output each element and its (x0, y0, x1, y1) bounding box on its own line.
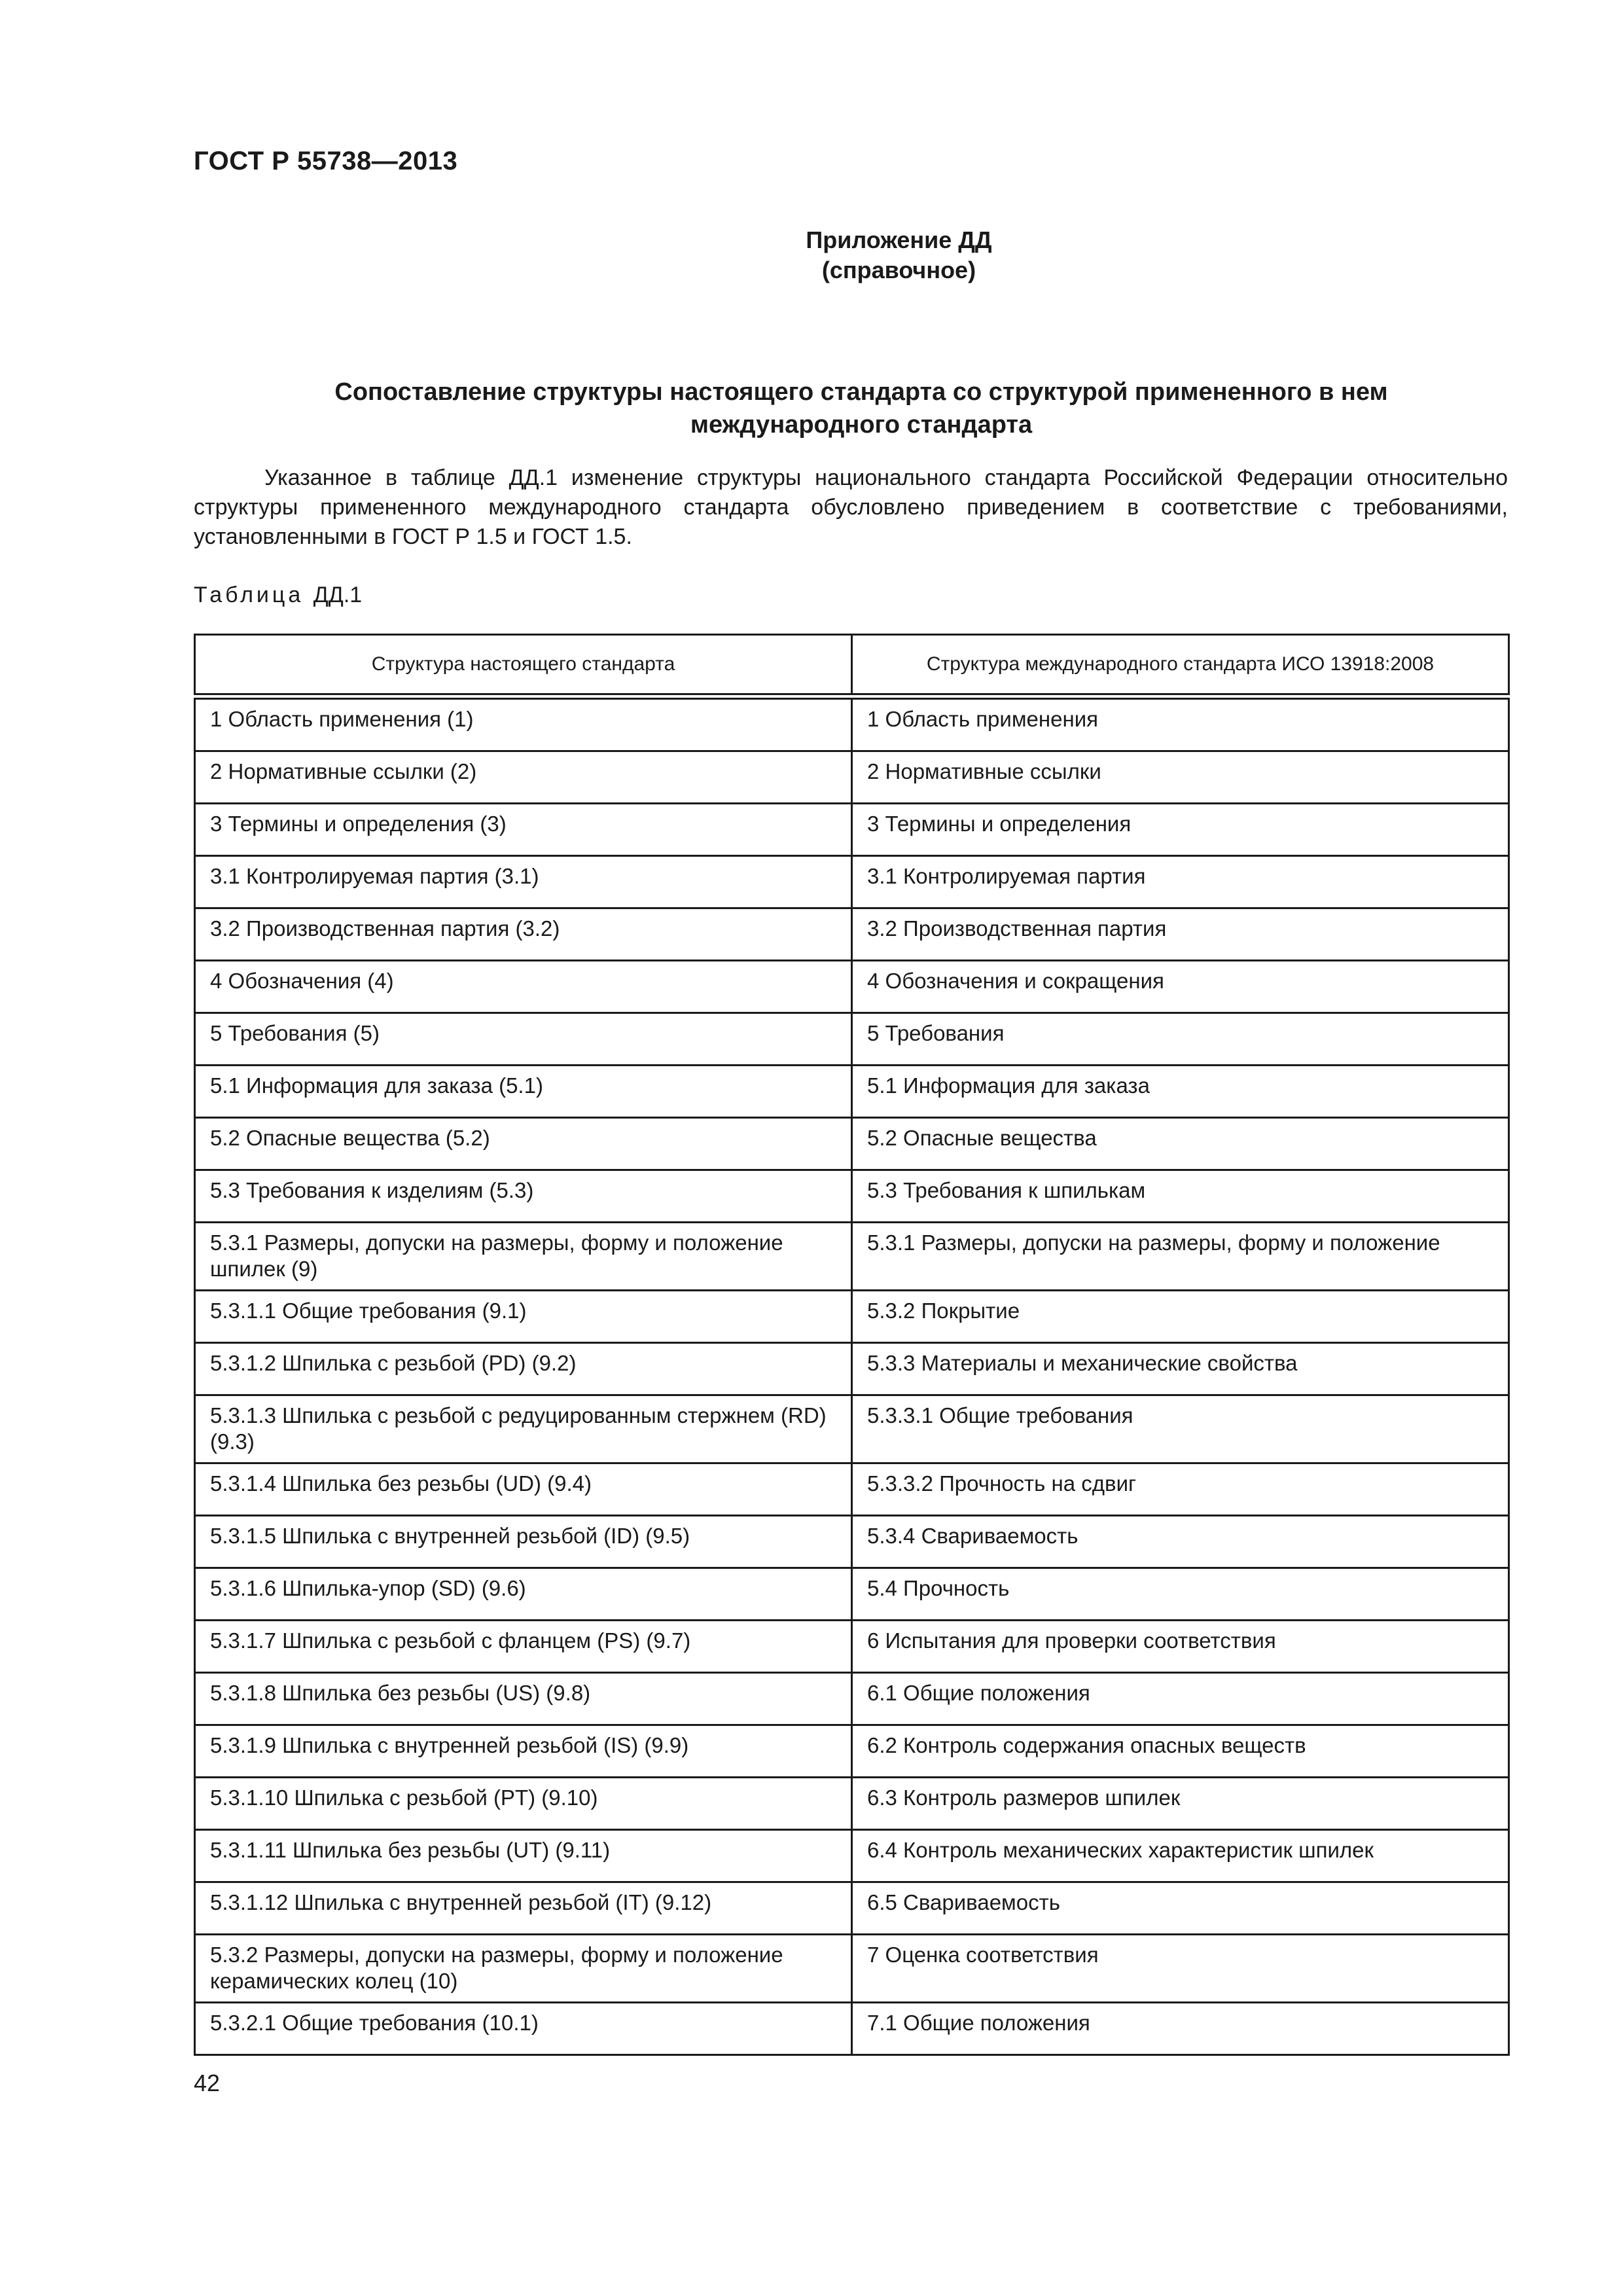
table-caption (194, 583, 362, 608)
cell-international-section: 2 Нормативные ссылки (852, 751, 1509, 804)
cell-national-section: 5.1 Информация для заказа (5.1) (195, 1066, 852, 1118)
cell-national-section: 5.3.1.8 Шпилька без резьбы (US) (9.8) (195, 1673, 852, 1725)
table-row (195, 1013, 1509, 1066)
cell-international-section: 5.3.3 Материалы и механические свойства (852, 1343, 1509, 1395)
table-row (195, 1223, 1509, 1291)
table-row (195, 2003, 1509, 2055)
cell-international-section: 5.3.1 Размеры, допуски на размеры, форму и положение (852, 1223, 1509, 1291)
cell-national-section: 3.2 Производственная партия (3.2) (195, 908, 852, 961)
cell-international-section: 5.1 Информация для заказа (852, 1066, 1509, 1118)
document-id: ГОСТ Р 55738—2013 (194, 147, 458, 175)
table-body (195, 696, 1509, 2055)
cell-international-section: 5.3.3.2 Прочность на сдвиг (852, 1463, 1509, 1516)
cell-international-section: 5.2 Опасные вещества (852, 1118, 1509, 1170)
appendix-title: Приложение ДД (806, 226, 992, 253)
cell-international-section: 5.3.3.1 Общие требования (852, 1395, 1509, 1463)
cell-national-section: 5.3.1.5 Шпилька с внутренней резьбой (ID) (9.5) (195, 1516, 852, 1568)
cell-national-section: 5.3 Требования к изделиям (5.3) (195, 1170, 852, 1223)
appendix-subtitle: (справочное) (821, 257, 976, 283)
cell-international-section: 1 Область применения (852, 696, 1509, 751)
table-row (195, 751, 1509, 804)
table-row (195, 696, 1509, 751)
cell-international-section: 6.1 Общие положения (852, 1673, 1509, 1725)
table-caption-label: Таблица (194, 583, 304, 607)
cell-international-section: 3.2 Производственная партия (852, 908, 1509, 961)
table-row (195, 1291, 1509, 1343)
table-row (195, 1170, 1509, 1223)
cell-national-section: 5.3.1.9 Шпилька с внутренней резьбой (IS) (9.9) (195, 1725, 852, 1778)
structure-comparison-table (194, 634, 1510, 2056)
cell-national-section: 5.3.1.1 Общие требования (9.1) (195, 1291, 852, 1343)
cell-national-section: 3.1 Контролируемая партия (3.1) (195, 856, 852, 908)
intro-paragraph: Указанное в таблице ДД.1 изменение структуры национального стандарта Российской Федерации относительно структуры примененного международного стандарта обусловлено приведением в соответствие с требованиями, установленными в ГОСТ Р 1.5 и ГОСТ 1.5. (194, 465, 1508, 549)
cell-national-section: 5.3.1.6 Шпилька-упор (SD) (9.6) (195, 1568, 852, 1621)
cell-international-section: 6.5 Свариваемость (852, 1882, 1509, 1935)
table-row (195, 1516, 1509, 1568)
cell-international-section: 5.3 Требования к шпилькам (852, 1170, 1509, 1223)
cell-international-section: 3.1 Контролируемая партия (852, 856, 1509, 908)
cell-national-section: 5.3.1.12 Шпилька с внутренней резьбой (IT) (9.12) (195, 1882, 852, 1935)
table-row (195, 856, 1509, 908)
cell-national-section: 5.3.1.3 Шпилька с резьбой с редуцированным стержнем (RD) (9.3) (195, 1395, 852, 1463)
table-row (195, 1568, 1509, 1621)
section-heading-line-1: Сопоставление структуры настоящего стандарта со структурой примененного в нем (334, 378, 1388, 406)
table-row (195, 908, 1509, 961)
cell-national-section: 5.3.2 Размеры, допуски на размеры, форму и положение керамических колец (10) (195, 1935, 852, 2003)
cell-national-section: 5 Требования (5) (195, 1013, 852, 1066)
page-number: 42 (194, 2070, 221, 2096)
section-heading (194, 376, 1529, 441)
appendix-title-block (194, 225, 1529, 285)
cell-national-section: 5.3.2.1 Общие требования (10.1) (195, 2003, 852, 2055)
cell-national-section: 5.3.1.2 Шпилька с резьбой (PD) (9.2) (195, 1343, 852, 1395)
cell-international-section: 6 Испытания для проверки соответствия (852, 1621, 1509, 1673)
cell-international-section: 5.4 Прочность (852, 1568, 1509, 1621)
table-row (195, 1066, 1509, 1118)
cell-international-section: 5 Требования (852, 1013, 1509, 1066)
table-row (195, 1395, 1509, 1463)
cell-national-section: 5.3.1.4 Шпилька без резьбы (UD) (9.4) (195, 1463, 852, 1516)
table-row (195, 1725, 1509, 1778)
cell-national-section: 3 Термины и определения (3) (195, 804, 852, 856)
section-heading-line-2: международного стандарта (690, 411, 1033, 439)
table-row (195, 1778, 1509, 1830)
table-row (195, 1118, 1509, 1170)
table-row (195, 1830, 1509, 1882)
header-national-structure: Структура настоящего стандарта (195, 635, 852, 697)
table-row (195, 1463, 1509, 1516)
table-row (195, 1935, 1509, 2003)
cell-national-section: 5.3.1.7 Шпилька с резьбой с фланцем (PS) (9.7) (195, 1621, 852, 1673)
cell-international-section: 6.2 Контроль содержания опасных веществ (852, 1725, 1509, 1778)
cell-national-section: 1 Область применения (1) (195, 696, 852, 751)
cell-international-section: 4 Обозначения и сокращения (852, 961, 1509, 1013)
cell-national-section: 4 Обозначения (4) (195, 961, 852, 1013)
table-header-row (195, 635, 1509, 697)
table-row (195, 1673, 1509, 1725)
cell-international-section: 5.3.4 Свариваемость (852, 1516, 1509, 1568)
cell-international-section: 5.3.2 Покрытие (852, 1291, 1509, 1343)
table-row (195, 1882, 1509, 1935)
table-row (195, 1621, 1509, 1673)
cell-national-section: 2 Нормативные ссылки (2) (195, 751, 852, 804)
table-row (195, 1343, 1509, 1395)
table-row (195, 961, 1509, 1013)
cell-international-section: 6.3 Контроль размеров шпилек (852, 1778, 1509, 1830)
cell-national-section: 5.3.1 Размеры, допуски на размеры, форму и положение шпилек (9) (195, 1223, 852, 1291)
cell-national-section: 5.2 Опасные вещества (5.2) (195, 1118, 852, 1170)
cell-national-section: 5.3.1.11 Шпилька без резьбы (UT) (9.11) (195, 1830, 852, 1882)
table-caption-number: ДД.1 (313, 583, 363, 607)
cell-national-section: 5.3.1.10 Шпилька с резьбой (PT) (9.10) (195, 1778, 852, 1830)
cell-international-section: 6.4 Контроль механических характеристик шпилек (852, 1830, 1509, 1882)
cell-international-section: 3 Термины и определения (852, 804, 1509, 856)
cell-international-section: 7 Оценка соответствия (852, 1935, 1509, 2003)
header-international-structure: Структура международного стандарта ИСО 13918:2008 (852, 635, 1509, 697)
table-row (195, 804, 1509, 856)
cell-international-section: 7.1 Общие положения (852, 2003, 1509, 2055)
